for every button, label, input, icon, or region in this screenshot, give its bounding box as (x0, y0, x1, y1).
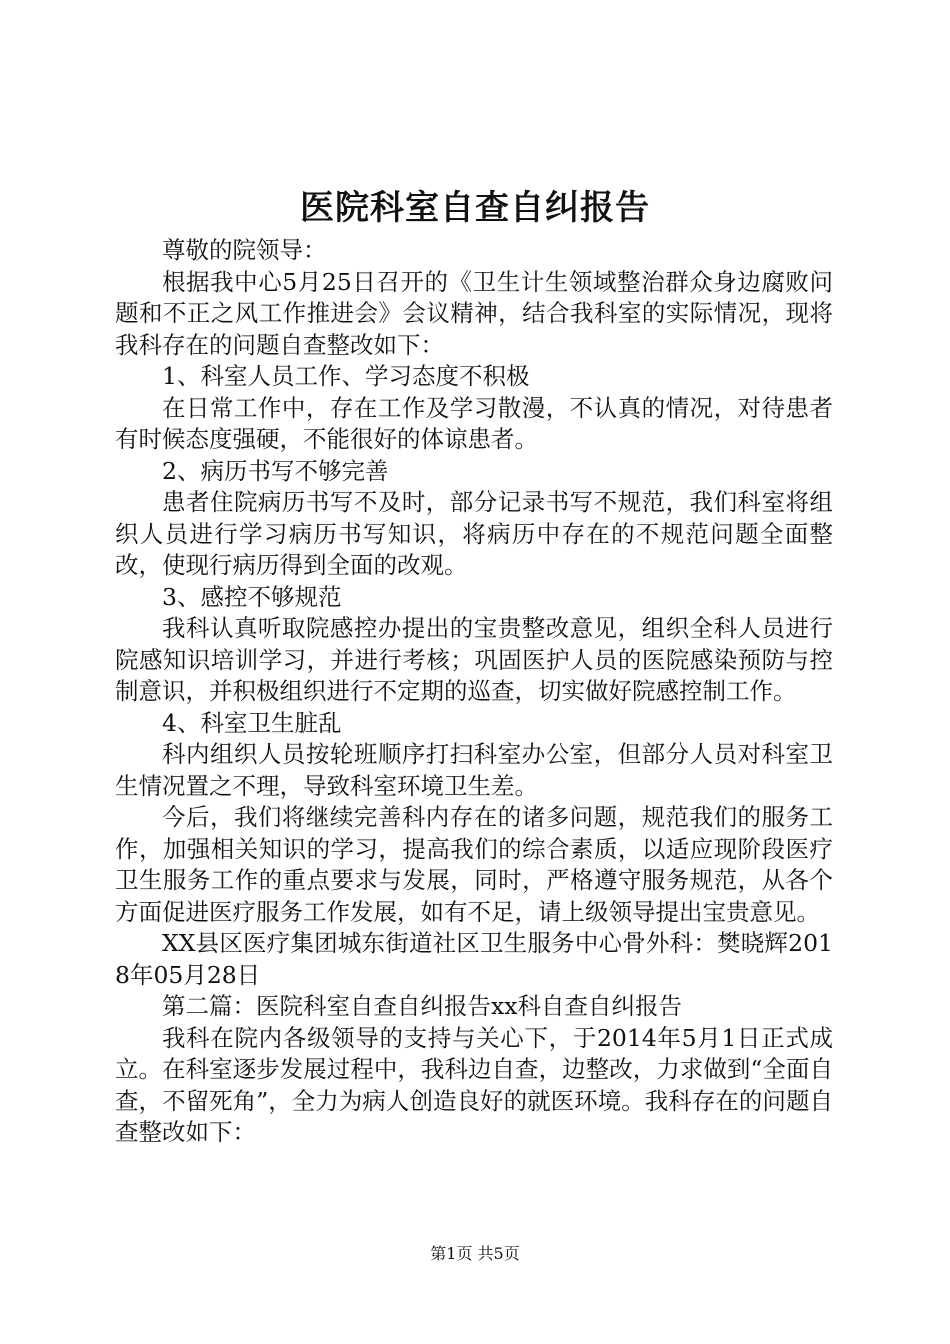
page-footer: 第1页 共5页 (430, 1244, 520, 1263)
paragraph: XX县区医疗集团城东街道社区卫生服务中心骨外科：樊晓辉2018年05月28日 (115, 929, 833, 989)
paragraph: 根据我中心5月25日召开的《卫生计生领域整治群众身边腐败问题和不正之风工作推进会》会议精神，结合我科室的实际情况，现将我科存在的问题自查整改如下： (115, 267, 833, 359)
document-body (115, 235, 833, 1149)
paragraph: 4、科室卫生脏乱 (162, 708, 342, 737)
paragraph: 患者住院病历书写不及时，部分记录书写不规范，我们科室将组织人员进行学习病历书写知识，将病历中存在的不规范问题全面整改，使现行病历得到全面的改观。 (115, 488, 833, 579)
paragraph: 在日常工作中，存在工作及学习散漫，不认真的情况，对待患者有时候态度强硬，不能很好的体谅患者。 (115, 393, 833, 453)
paragraph: 1、科室人员工作、学习态度不积极 (162, 362, 530, 390)
paragraph: 我科认真听取院感控办提出的宝贵整改意见，组织全科人员进行院感知识培训学习，并进行考核；巩固医护人员的医院感染预防与控制意识，并积极组织进行不定期的巡查，切实做好院感控制工作。 (115, 614, 833, 705)
paragraph: 科内组织人员按轮班顺序打扫科室办公室，但部分人员对科室卫生情况置之不理，导致科室环境卫生差。 (115, 740, 833, 800)
paragraph: 3、感控不够规范 (162, 582, 342, 611)
paragraph: 我科在院内各级领导的支持与关心下，于2014年5月1日正式成立。在科室逐步发展过程中，我科边自查，边整改，力求做到“全面自查，不留死角”，全力为病人创造良好的就医环境。我科存在的问题自查整改如下： (115, 1023, 833, 1146)
paragraph: 尊敬的院领导： (162, 236, 327, 264)
paragraph: 2、病历书写不够完善 (162, 456, 389, 485)
paragraph: 今后，我们将继续完善科内存在的诸多问题，规范我们的服务工作，加强相关知识的学习，提高我们的综合素质，以适应现阶段医疗卫生服务工作的重点要求与发展，同时，严格遵守服务规范，从各个方面促进医疗服务工作发展，如有不足，请上级领导提出宝贵意见。 (115, 803, 833, 926)
document-title: 医院科室自查自纠报告 (300, 188, 650, 228)
paragraph: 第二篇：医院科室自查自纠报告xx科自查自纠报告 (162, 992, 683, 1020)
